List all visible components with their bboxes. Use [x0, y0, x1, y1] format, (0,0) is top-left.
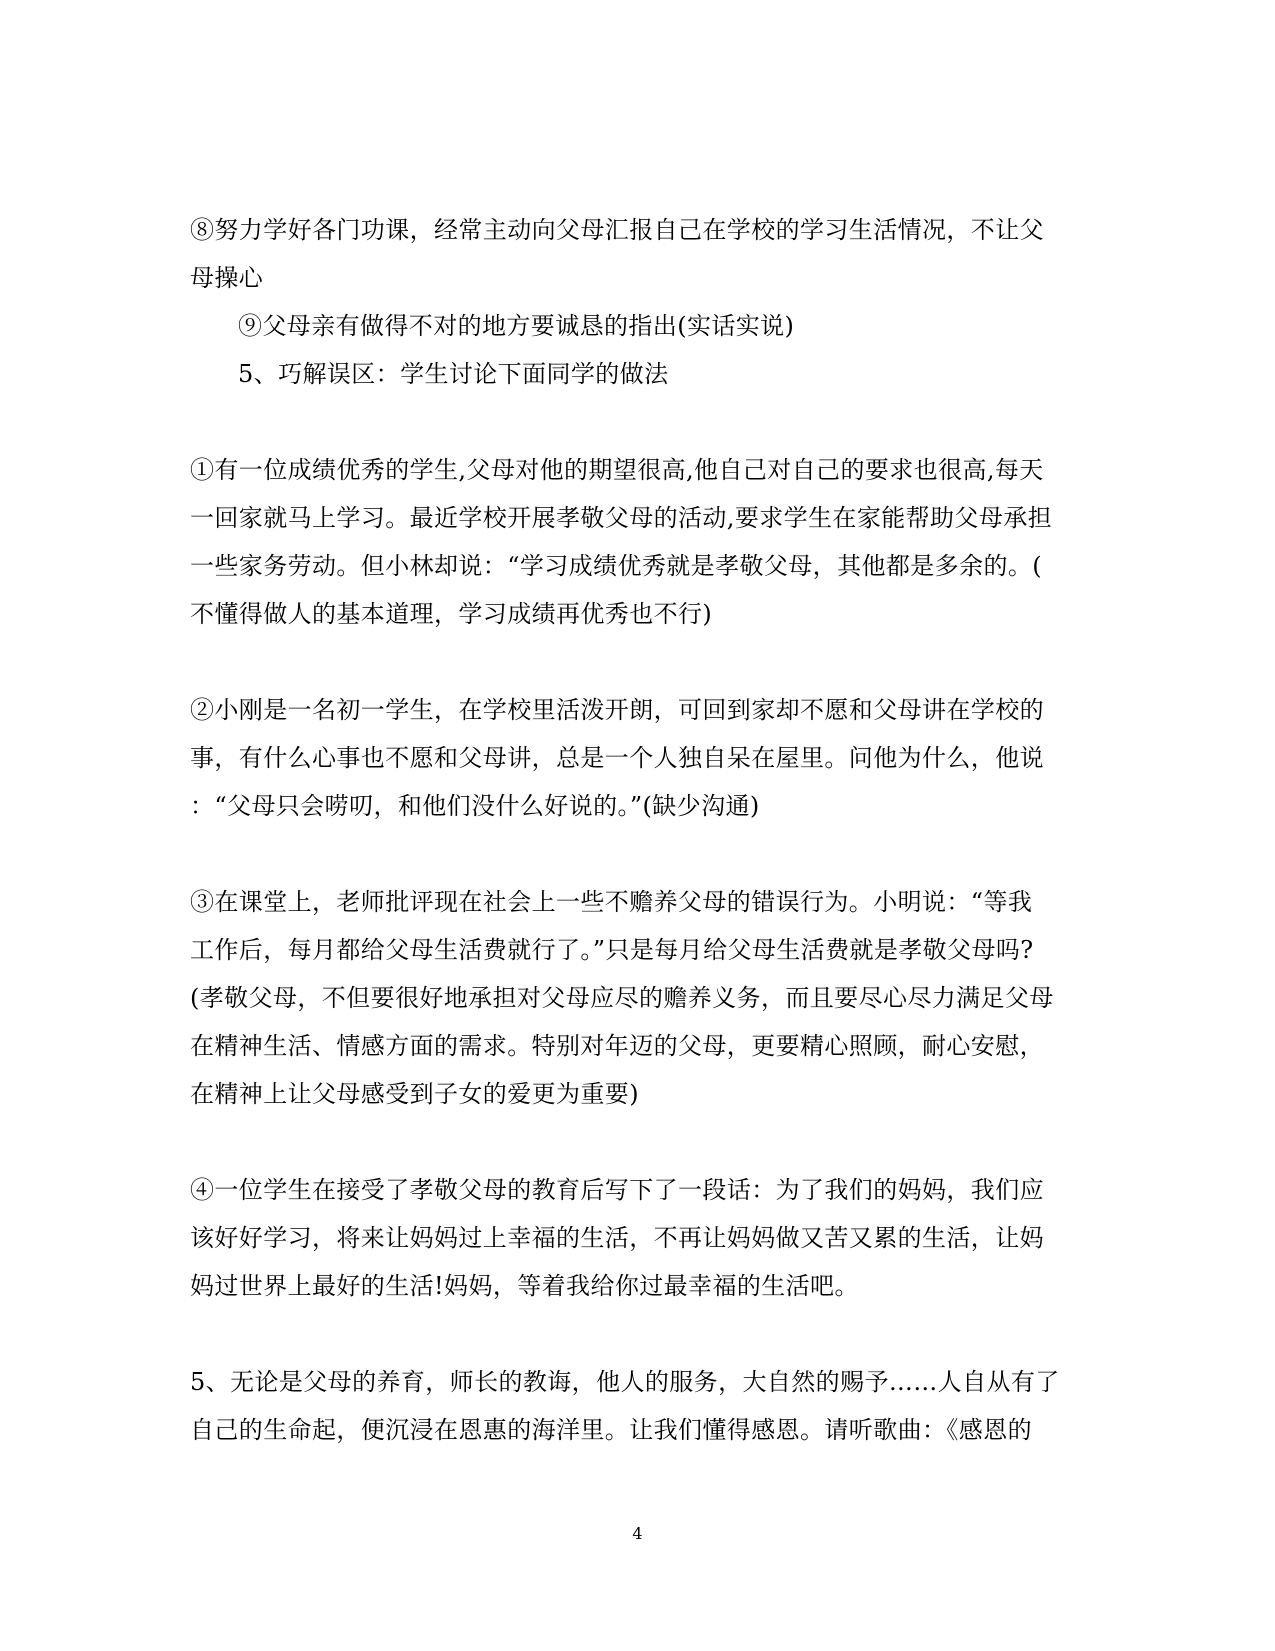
text-line: 一些家务劳动。但小林却说：“学习成绩优秀就是孝敬父母，其他都是多余的。( — [190, 552, 1043, 580]
text-line: 不懂得做人的基本道理，学习成绩再优秀也不行) — [190, 600, 713, 628]
text-line: (孝敬父母，不但要很好地承担对父母应尽的赡养义务，而且要尽心尽力满足父母 — [190, 984, 1054, 1012]
text-line: 事，有什么心事也不愿和父母讲，总是一个人独自呆在屋里。问他为什么，他说 — [190, 744, 1044, 772]
text-line: 工作后，每月都给父母生活费就行了。”只是每月给父母生活费就是孝敬父母吗? — [190, 936, 1034, 964]
text-line: ③在课堂上，老师批评现在社会上一些不赡养父母的错误行为。小明说：“等我 — [190, 888, 1033, 916]
text-line: 自己的生命起，便沉浸在恩惠的海洋里。让我们懂得感恩。请听歌曲：《感恩的 — [190, 1416, 1032, 1444]
text-line: 在精神上让父母感受到子女的爱更为重要) — [190, 1080, 639, 1108]
text-line: 该好好学习，将来让妈妈过上幸福的生活，不再让妈妈做又苦又累的生活，让妈 — [190, 1224, 1044, 1252]
text-line: ⑨父母亲有做得不对的地方要诚恳的指出(实话实说) — [238, 312, 795, 340]
text-line: 一回家就马上学习。最近学校开展孝敬父母的活动,要求学生在家能帮助父母承担 — [190, 504, 1053, 532]
text-line: ：“父母只会唠叨，和他们没什么好说的。”(缺少沟通) — [190, 792, 760, 820]
text-line: ②小刚是一名初一学生，在学校里活泼开朗，可回到家却不愿和父母讲在学校的 — [190, 696, 1044, 724]
text-line: 妈过世界上最好的生活!妈妈，等着我给你过最幸福的生活吧。 — [190, 1272, 859, 1300]
text-line: ①有一位成绩优秀的学生,父母对他的期望很高,他自己对自己的要求也很高,每天 — [190, 456, 1044, 484]
text-line: ④一位学生在接受了孝敬父母的教育后写下了一段话：为了我们的妈妈，我们应 — [190, 1176, 1044, 1204]
section-heading: 5、巧解误区：学生讨论下面同学的做法 — [238, 360, 669, 388]
page-number: 4 — [632, 1524, 643, 1543]
text-line: 母操心 — [190, 264, 264, 292]
text-line: 在精神生活、情感方面的需求。特别对年迈的父母，更要精心照顾，耐心安慰， — [190, 1032, 1044, 1060]
text-line: 5、无论是父母的养育，师长的教诲，他人的服务，大自然的赐予……人自从有了 — [190, 1368, 1060, 1396]
text-line: ⑧努力学好各门功课，经常主动向父母汇报自己在学校的学习生活情况，不让父 — [190, 216, 1044, 244]
